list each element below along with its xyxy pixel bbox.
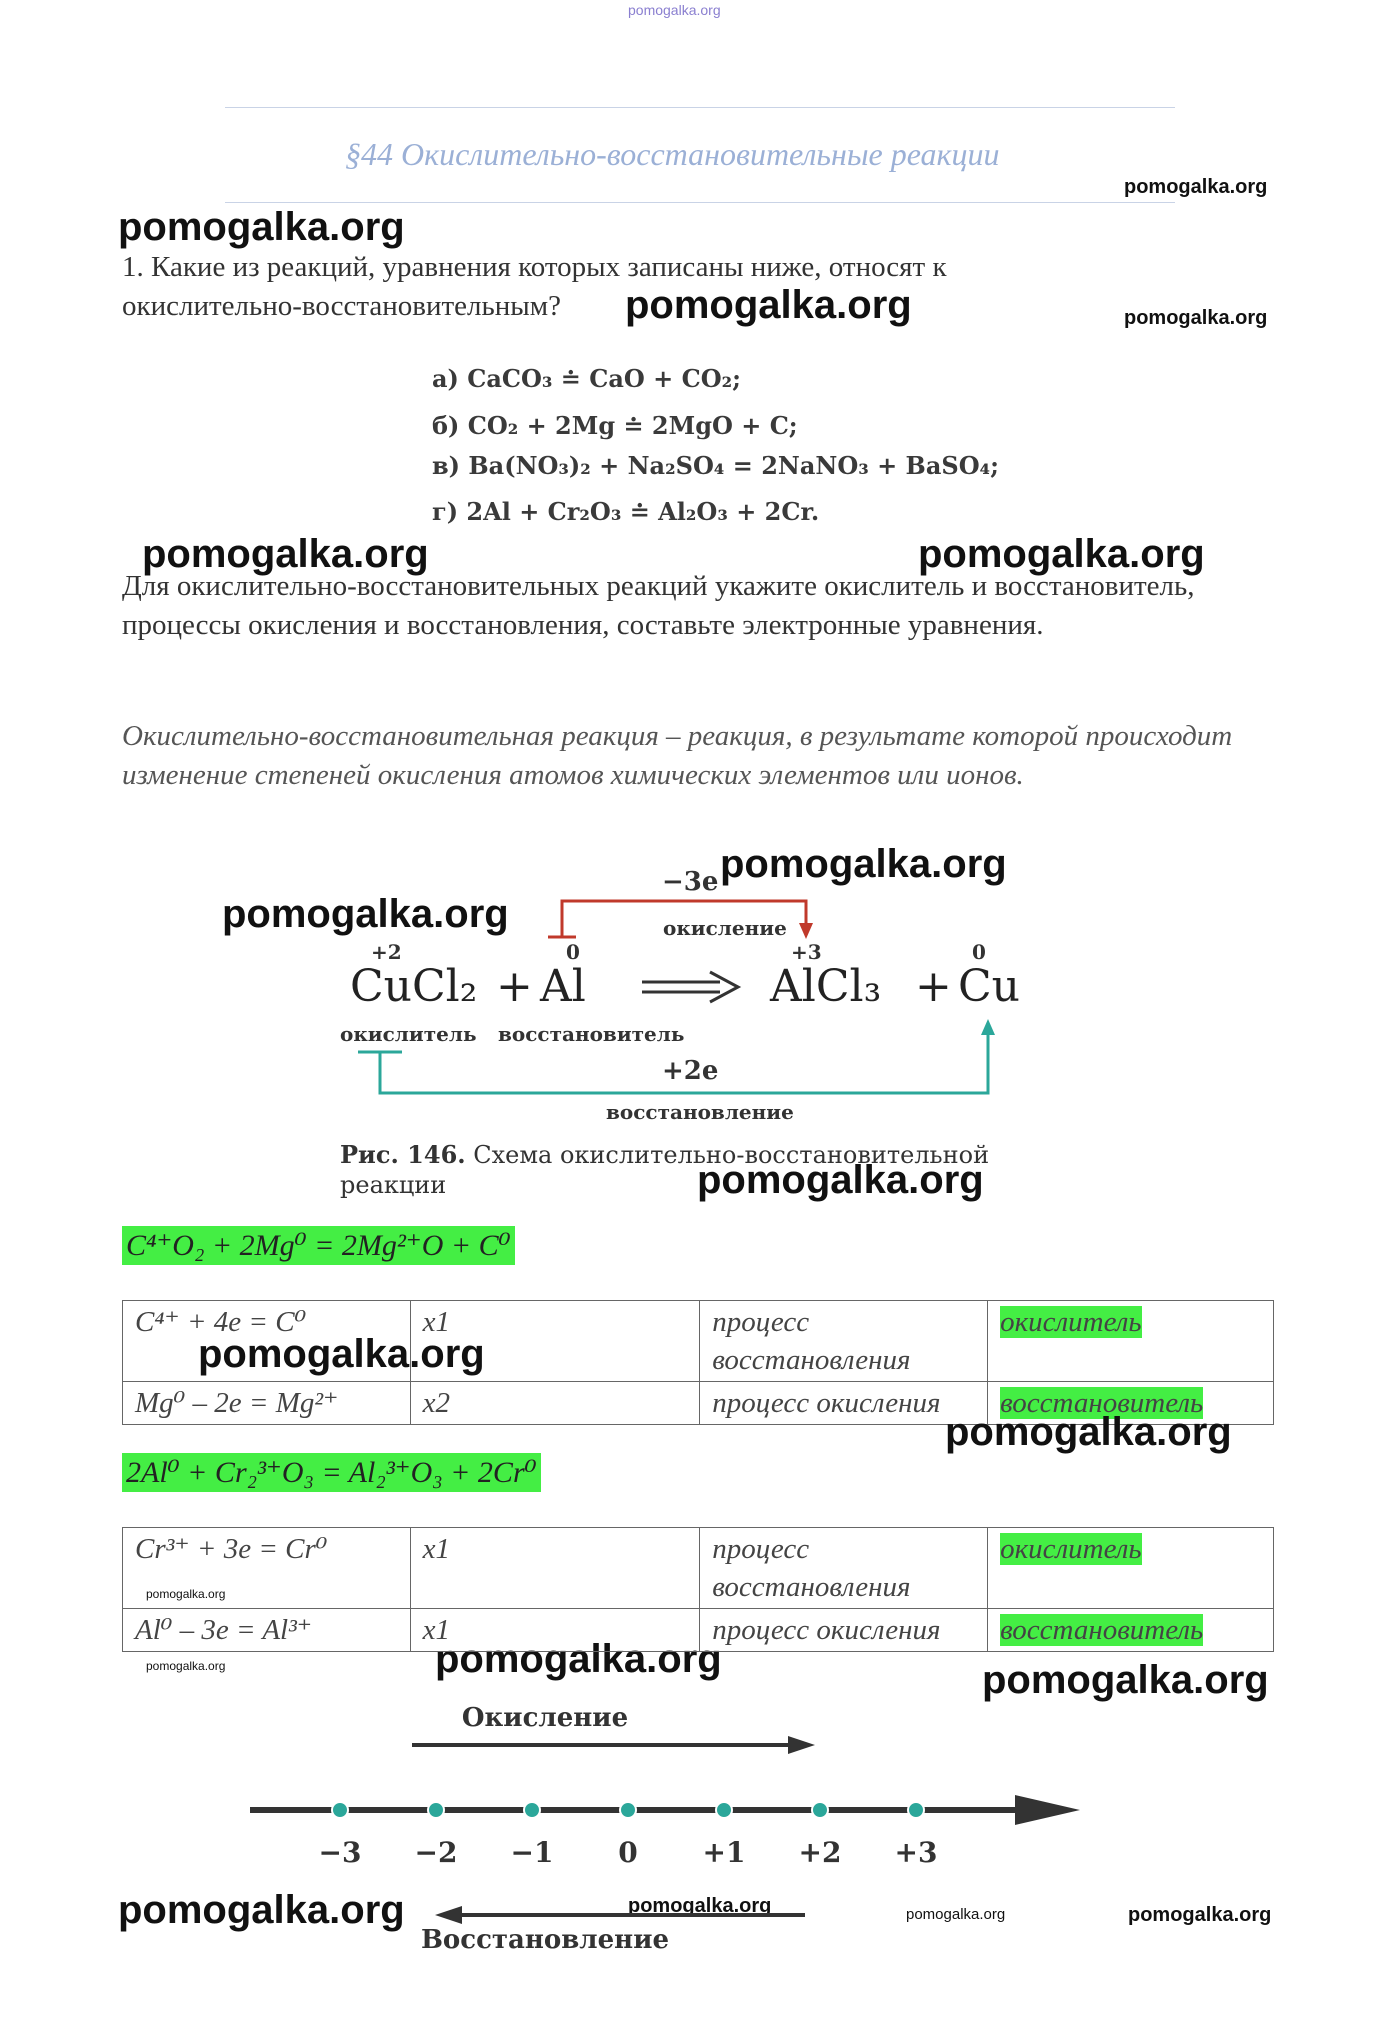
- half-reaction: Cr³⁺ + 3e = Cr⁰: [123, 1528, 411, 1609]
- top-watermark: pomogalka.org: [628, 2, 721, 18]
- oxidizer-label: окислитель: [340, 1022, 477, 1046]
- watermark: pomogalka.org: [435, 1637, 722, 1681]
- header-rule-bottom: [225, 202, 1175, 203]
- half-reaction: Al⁰ – 3e = Al³⁺: [123, 1609, 411, 1652]
- process: процесс окисления: [700, 1382, 988, 1425]
- watermark: pomogalka.org: [118, 205, 405, 249]
- ox-state-cu-left: +2: [371, 940, 402, 964]
- oxidation-arrowhead: [799, 923, 813, 939]
- role: восстановитель: [1000, 1387, 1204, 1419]
- watermark: pomogalka.org: [906, 1906, 1006, 1923]
- scale-point: [716, 1802, 732, 1818]
- minus-electrons: −3e: [662, 867, 719, 897]
- scale-tick-label: +1: [702, 1836, 746, 1869]
- table-row: [123, 1528, 1274, 1609]
- watermark: pomogalka.org: [918, 532, 1205, 576]
- scale-arrowhead: [1015, 1795, 1080, 1825]
- oxidation-arrowhead: [788, 1736, 815, 1754]
- role-cell: [988, 1528, 1274, 1609]
- watermark: pomogalka.org: [142, 532, 429, 576]
- process: процесс восстановления: [700, 1301, 988, 1382]
- question-text: 1. Какие из реакций, уравнения которых записаны ниже, относят к окислительно-восстановительным?: [122, 251, 947, 322]
- watermark: pomogalka.org: [198, 1332, 485, 1376]
- definition-text: Окислительно-восстановительная реакция – реакция, в результате которой происходит изменение степеней окисления атомов химических элементов или ионов.: [122, 720, 1233, 791]
- reaction-g: г) 2Al + Cr₂O₃ ≐ Al₂O₃ + 2Cr.: [432, 497, 820, 526]
- scale-tick-label: +2: [798, 1836, 842, 1869]
- watermark: pomogalka.org: [982, 1658, 1269, 1702]
- oxidation-label: окисление: [663, 916, 787, 940]
- scale-tick-label: 0: [618, 1836, 638, 1869]
- half-reaction: Mg⁰ – 2e = Mg²⁺: [123, 1382, 411, 1425]
- redox-scheme: [300, 855, 1080, 1125]
- reaction-v: в) Ba(NO₃)₂ + Na₂SO₄ = 2NaNO₃ + BaSO₄;: [432, 451, 999, 480]
- scale-point: [332, 1802, 348, 1818]
- task-text: Для окислительно-восстановительных реакций укажите окислитель и восстановитель, процессы окисления и восстановления, составьте электронные уравнения.: [122, 570, 1195, 641]
- watermark: pomogalka.org: [945, 1410, 1232, 1454]
- scale-tick-label: −1: [510, 1836, 554, 1869]
- scale-point: [812, 1802, 828, 1818]
- figure-caption-text: Схема окислительно-восстановительной реакции: [340, 1141, 990, 1199]
- plus-sign: +: [496, 961, 533, 1012]
- watermark: pomogalka.org: [1124, 307, 1268, 329]
- answer2-table: [122, 1527, 1274, 1652]
- reduction-label: восстановление: [606, 1100, 794, 1124]
- role: окислитель: [1000, 1533, 1142, 1565]
- reduction-direction-label: Восстановление: [420, 1925, 670, 1955]
- header-rule-top: [225, 107, 1175, 108]
- role-cell: [988, 1609, 1274, 1652]
- scale-tick-label: −3: [318, 1836, 362, 1869]
- process: процесс окисления: [700, 1609, 988, 1652]
- oxidation-direction-label: Окисление: [461, 1703, 629, 1733]
- table-row: [123, 1609, 1274, 1652]
- coefficient: x1: [410, 1528, 700, 1609]
- answer1-equation: C⁴⁺O₂ + 2Mg⁰ = 2Mg²⁺O + C⁰: [122, 1226, 515, 1265]
- scale-point: [908, 1802, 924, 1818]
- watermark: pomogalka.org: [146, 1659, 226, 1673]
- product-alcl3: AlCl₃: [770, 961, 882, 1012]
- reactant-cucl2: CuCl₂: [350, 961, 478, 1012]
- figure-caption: [340, 1140, 1030, 1200]
- watermark: pomogalka.org: [1124, 176, 1268, 198]
- watermark: pomogalka.org: [1128, 1904, 1272, 1926]
- plus-sign: +: [915, 961, 952, 1012]
- coefficient: x1: [410, 1301, 700, 1382]
- watermark: pomogalka.org: [628, 1895, 772, 1917]
- plus-electrons: +2e: [662, 1056, 719, 1086]
- watermark: pomogalka.org: [625, 283, 912, 327]
- reaction-a: а) CaCO₃ ≐ CaO + CO₂;: [432, 364, 742, 393]
- scale-point: [524, 1802, 540, 1818]
- yields-arrow: [642, 972, 738, 1002]
- answer2-equation: 2Al⁰ + Cr₂³⁺O₃ = Al₂³⁺O₃ + 2Cr⁰: [122, 1453, 541, 1492]
- reactant-al: Al: [540, 961, 586, 1012]
- reduction-arrowhead: [435, 1906, 462, 1924]
- role: восстановитель: [1000, 1614, 1204, 1646]
- figure-number: Рис. 146.: [340, 1140, 466, 1169]
- ox-state-cu-right: 0: [972, 940, 986, 964]
- product-cu: Cu: [958, 961, 1021, 1012]
- watermark: pomogalka.org: [720, 842, 1007, 886]
- scale-point: [428, 1802, 444, 1818]
- ox-state-al-right: +3: [791, 940, 822, 964]
- role-cell: [988, 1301, 1274, 1382]
- reducer-label: восстановитель: [498, 1022, 685, 1046]
- watermark: pomogalka.org: [118, 1888, 405, 1932]
- role: окислитель: [1000, 1306, 1142, 1338]
- watermark: pomogalka.org: [697, 1158, 984, 1202]
- process: процесс восстановления: [700, 1528, 988, 1609]
- watermark: pomogalka.org: [146, 1587, 226, 1601]
- coefficient: x2: [410, 1382, 700, 1425]
- scale-point: [620, 1802, 636, 1818]
- half-reaction: C⁴⁺ + 4e = C⁰: [123, 1301, 411, 1382]
- ox-state-al-left: 0: [566, 940, 580, 964]
- watermark: pomogalka.org: [222, 892, 509, 936]
- reaction-b: б) CO₂ + 2Mg ≐ 2MgO + C;: [432, 411, 798, 440]
- coefficient: x1: [410, 1609, 700, 1652]
- scale-tick-label: +3: [894, 1836, 938, 1869]
- section-title: §44 Окислительно-восстановительные реакции: [345, 136, 1000, 172]
- reduction-arrowhead: [981, 1019, 995, 1035]
- scale-tick-label: −2: [414, 1836, 458, 1869]
